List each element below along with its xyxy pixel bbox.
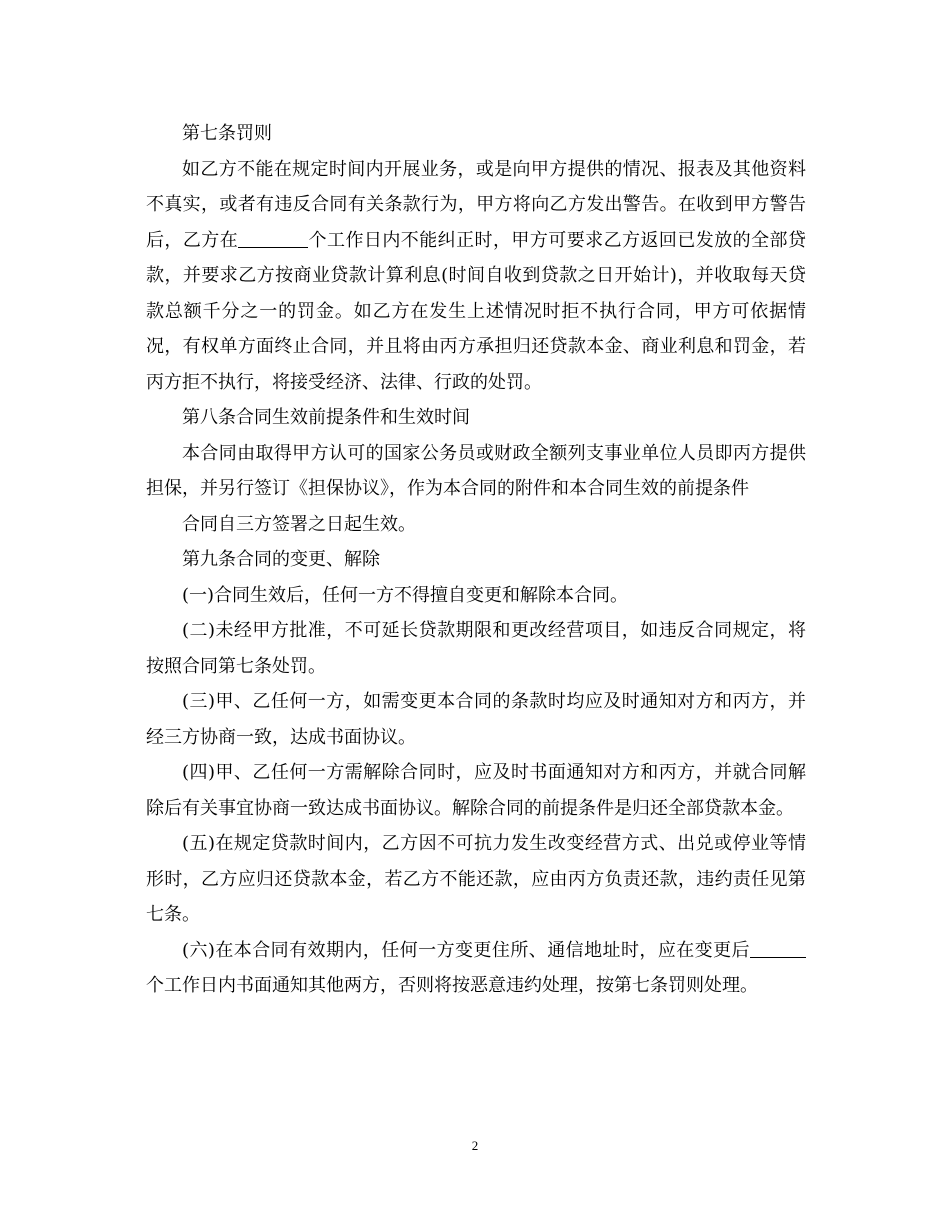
article-9-heading: 第九条合同的变更、解除 bbox=[182, 549, 380, 570]
article-7-body bbox=[146, 152, 806, 401]
article-9-item-2: (二)未经甲方批准，不可延长贷款期限和更改经营项目，如违反合同规定，将按照合同第七条处罚。 bbox=[146, 620, 806, 677]
article-7-body-part1: 如乙方不能在规定时间内开展业务，或是向甲方提供的情况、报表及其他资料不真实，或者有违反合同有关条款行为，甲方将向乙方发出警告。在收到甲方警告后，乙方在 bbox=[146, 158, 806, 251]
article-7-heading: 第七条罚则 bbox=[182, 123, 272, 144]
page-number: 2 bbox=[471, 1138, 479, 1153]
blank-line-notice-days bbox=[750, 939, 806, 958]
article-8-body: 本合同由取得甲方认可的国家公务员或财政全额列支事业单位人员即丙方提供担保，并另行签订《担保协议》，作为本合同的附件和本合同生效的前提条件 bbox=[146, 442, 806, 499]
article-9-item-6-part1: (六)在本合同有效期内，任何一方变更住所、通信地址时，应在变更后 bbox=[182, 939, 750, 961]
article-9-item-4: (四)甲、乙任何一方需解除合同时，应及时书面通知对方和丙方，并就合同解除后有关事宜协商一致达成书面协议。解除合同的前提条件是归还全部贷款本金。 bbox=[146, 762, 806, 819]
document-body bbox=[146, 116, 806, 1004]
article-8-effective: 合同自三方签署之日起生效。 bbox=[182, 513, 416, 535]
article-9-item-5: (五)在规定贷款时间内，乙方因不可抗力发生改变经营方式、出兑或停业等情形时，乙方应归还贷款本金，若乙方不能还款，应由丙方负责还款，违约责任见第七条。 bbox=[146, 833, 806, 925]
article-9-item-6 bbox=[146, 933, 806, 1004]
blank-line-workdays bbox=[238, 229, 308, 248]
article-9-item-3: (三)甲、乙任何一方，如需变更本合同的条款时均应及时通知对方和丙方，并经三方协商一致，达成书面协议。 bbox=[146, 691, 806, 748]
article-8-heading: 第八条合同生效前提条件和生效时间 bbox=[182, 407, 470, 428]
article-7-body-part2: 个工作日内不能纠正时，甲方可要求乙方返回已发放的全部贷款，并要求乙方按商业贷款计算利息(时间自收到贷款之日开始计)，并收取每天贷款总额千分之一的罚金。如乙方在发生上述情况时拒不执行合同，甲方可依据情况，有权单方面终止合同，并且将由丙方承担归还贷款本金、商业利息和罚金，若丙方拒不执行，将接受经济、法律、行政的处罚。 bbox=[146, 229, 806, 393]
article-9-item-1: (一)合同生效后，任何一方不得擅自变更和解除本合同。 bbox=[182, 584, 629, 606]
article-9-item-6-part2: 个工作日内书面通知其他两方，否则将按恶意违约处理，按第七条罚则处理。 bbox=[146, 975, 758, 996]
